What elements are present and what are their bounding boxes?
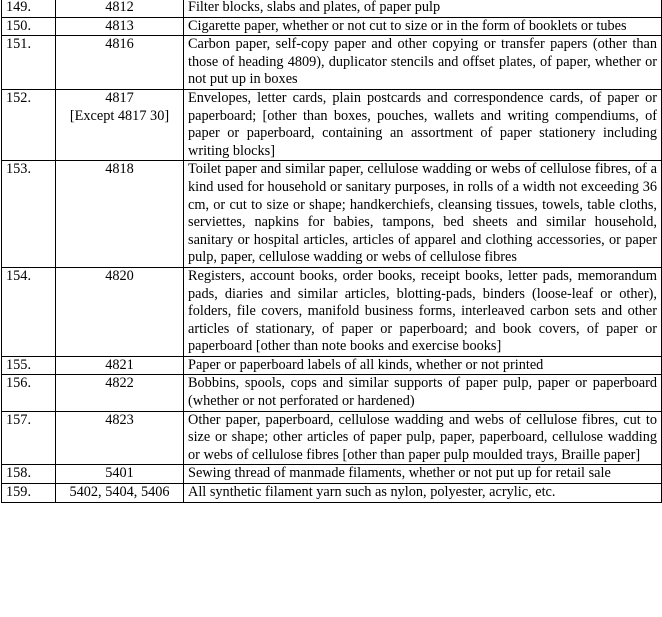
serial-number: 151.: [2, 36, 56, 90]
goods-description: Toilet paper and similar paper, cellulose wadding or webs of cellulose fibres, of a kind used for household or sanitary purposes, in rolls of a width not exceeding 36 cm, or cut to size or shape; handkerchiefs, cleansing tissues, towels, table cloths, serviettes, napkins for babies, tampons, bed sheets and similar household, sanitary or hospital articles, articles of apparel and clothing accessories, or paper pulp, paper, cellulose wadding or webs of cellulose fibres: [184, 161, 662, 268]
table-row: [2, 356, 662, 375]
heading-code-line: 4813: [105, 17, 134, 34]
goods-description: All synthetic filament yarn such as nylon, polyester, acrylic, etc.: [184, 484, 662, 503]
heading-code: [56, 0, 184, 17]
heading-code-line: 4822: [105, 375, 134, 392]
goods-description: Envelopes, letter cards, plain postcards and correspondence cards, of paper or paperboard; [other than boxes, pouches, wallets and writing compendiums, of paper or paperboard, containing an assortment of paper stationery including writing blocks]: [184, 89, 662, 160]
heading-code: [56, 89, 184, 160]
serial-number: 149.: [2, 0, 56, 17]
table-row: [2, 17, 662, 36]
heading-code-line: 5402, 5404, 5406: [69, 484, 170, 501]
serial-number: 155.: [2, 356, 56, 375]
table-row: [2, 89, 662, 160]
goods-description: Cigarette paper, whether or not cut to size or in the form of booklets or tubes: [184, 17, 662, 36]
heading-code: [56, 411, 184, 465]
tariff-table-body: [2, 0, 662, 502]
table-row: [2, 161, 662, 268]
table-row: [2, 484, 662, 503]
tariff-table: [1, 0, 662, 503]
table-row: [2, 465, 662, 484]
goods-description: Registers, account books, order books, receipt books, letter pads, memorandum pads, diaries and similar articles, blotting-pads, binders (loose-leaf or other), folders, file covers, manifold business forms, interleaved carbon sets and other articles of stationary, of paper or paperboard; and book covers, of paper or paperboard [other than note books and exercise books]: [184, 267, 662, 356]
heading-code-line: 4816: [105, 36, 134, 53]
goods-description: Filter blocks, slabs and plates, of paper pulp: [184, 0, 662, 17]
heading-code: [56, 17, 184, 36]
heading-code: [56, 465, 184, 484]
goods-description: Bobbins, spools, cops and similar supports of paper pulp, paper or paperboard (whether or not perforated or hardened): [184, 375, 662, 411]
serial-number: 153.: [2, 161, 56, 268]
serial-number: 158.: [2, 465, 56, 484]
table-row: [2, 375, 662, 411]
heading-code: [56, 161, 184, 268]
table-row: [2, 36, 662, 90]
table-row: [2, 267, 662, 356]
serial-number: 157.: [2, 411, 56, 465]
heading-code-line: 4823: [105, 411, 134, 428]
heading-code-line: 4821: [105, 356, 134, 373]
heading-code: [56, 36, 184, 90]
serial-number: 156.: [2, 375, 56, 411]
heading-code: [56, 356, 184, 375]
serial-number: 152.: [2, 89, 56, 160]
goods-description: Sewing thread of manmade filaments, whether or not put up for retail sale: [184, 465, 662, 484]
heading-code-line: 4818: [105, 161, 134, 178]
heading-code-line: 4812: [105, 0, 134, 15]
heading-code-line: 5401: [105, 465, 134, 482]
serial-number: 159.: [2, 484, 56, 503]
heading-code: [56, 484, 184, 503]
heading-exception: [Except 4817 30]: [69, 107, 170, 124]
goods-description: Paper or paperboard labels of all kinds, whether or not printed: [184, 356, 662, 375]
heading-code: [56, 267, 184, 356]
heading-code: [56, 375, 184, 411]
heading-code-line: 4817: [105, 89, 134, 106]
serial-number: 154.: [2, 267, 56, 356]
goods-description: Carbon paper, self-copy paper and other copying or transfer papers (other than those of heading 4809), duplicator stencils and offset plates, of paper, whether or not put up in boxes: [184, 36, 662, 90]
serial-number: 150.: [2, 17, 56, 36]
heading-code-line: 4820: [105, 267, 134, 284]
table-row: [2, 411, 662, 465]
goods-description: Other paper, paperboard, cellulose wadding and webs of cellulose fibres, cut to size or shape; other articles of paper pulp, paper, paperboard, cellulose wadding or webs of cellulose fibres [other than paper pulp moulded trays, Braille paper]: [184, 411, 662, 465]
table-row: [2, 0, 662, 17]
